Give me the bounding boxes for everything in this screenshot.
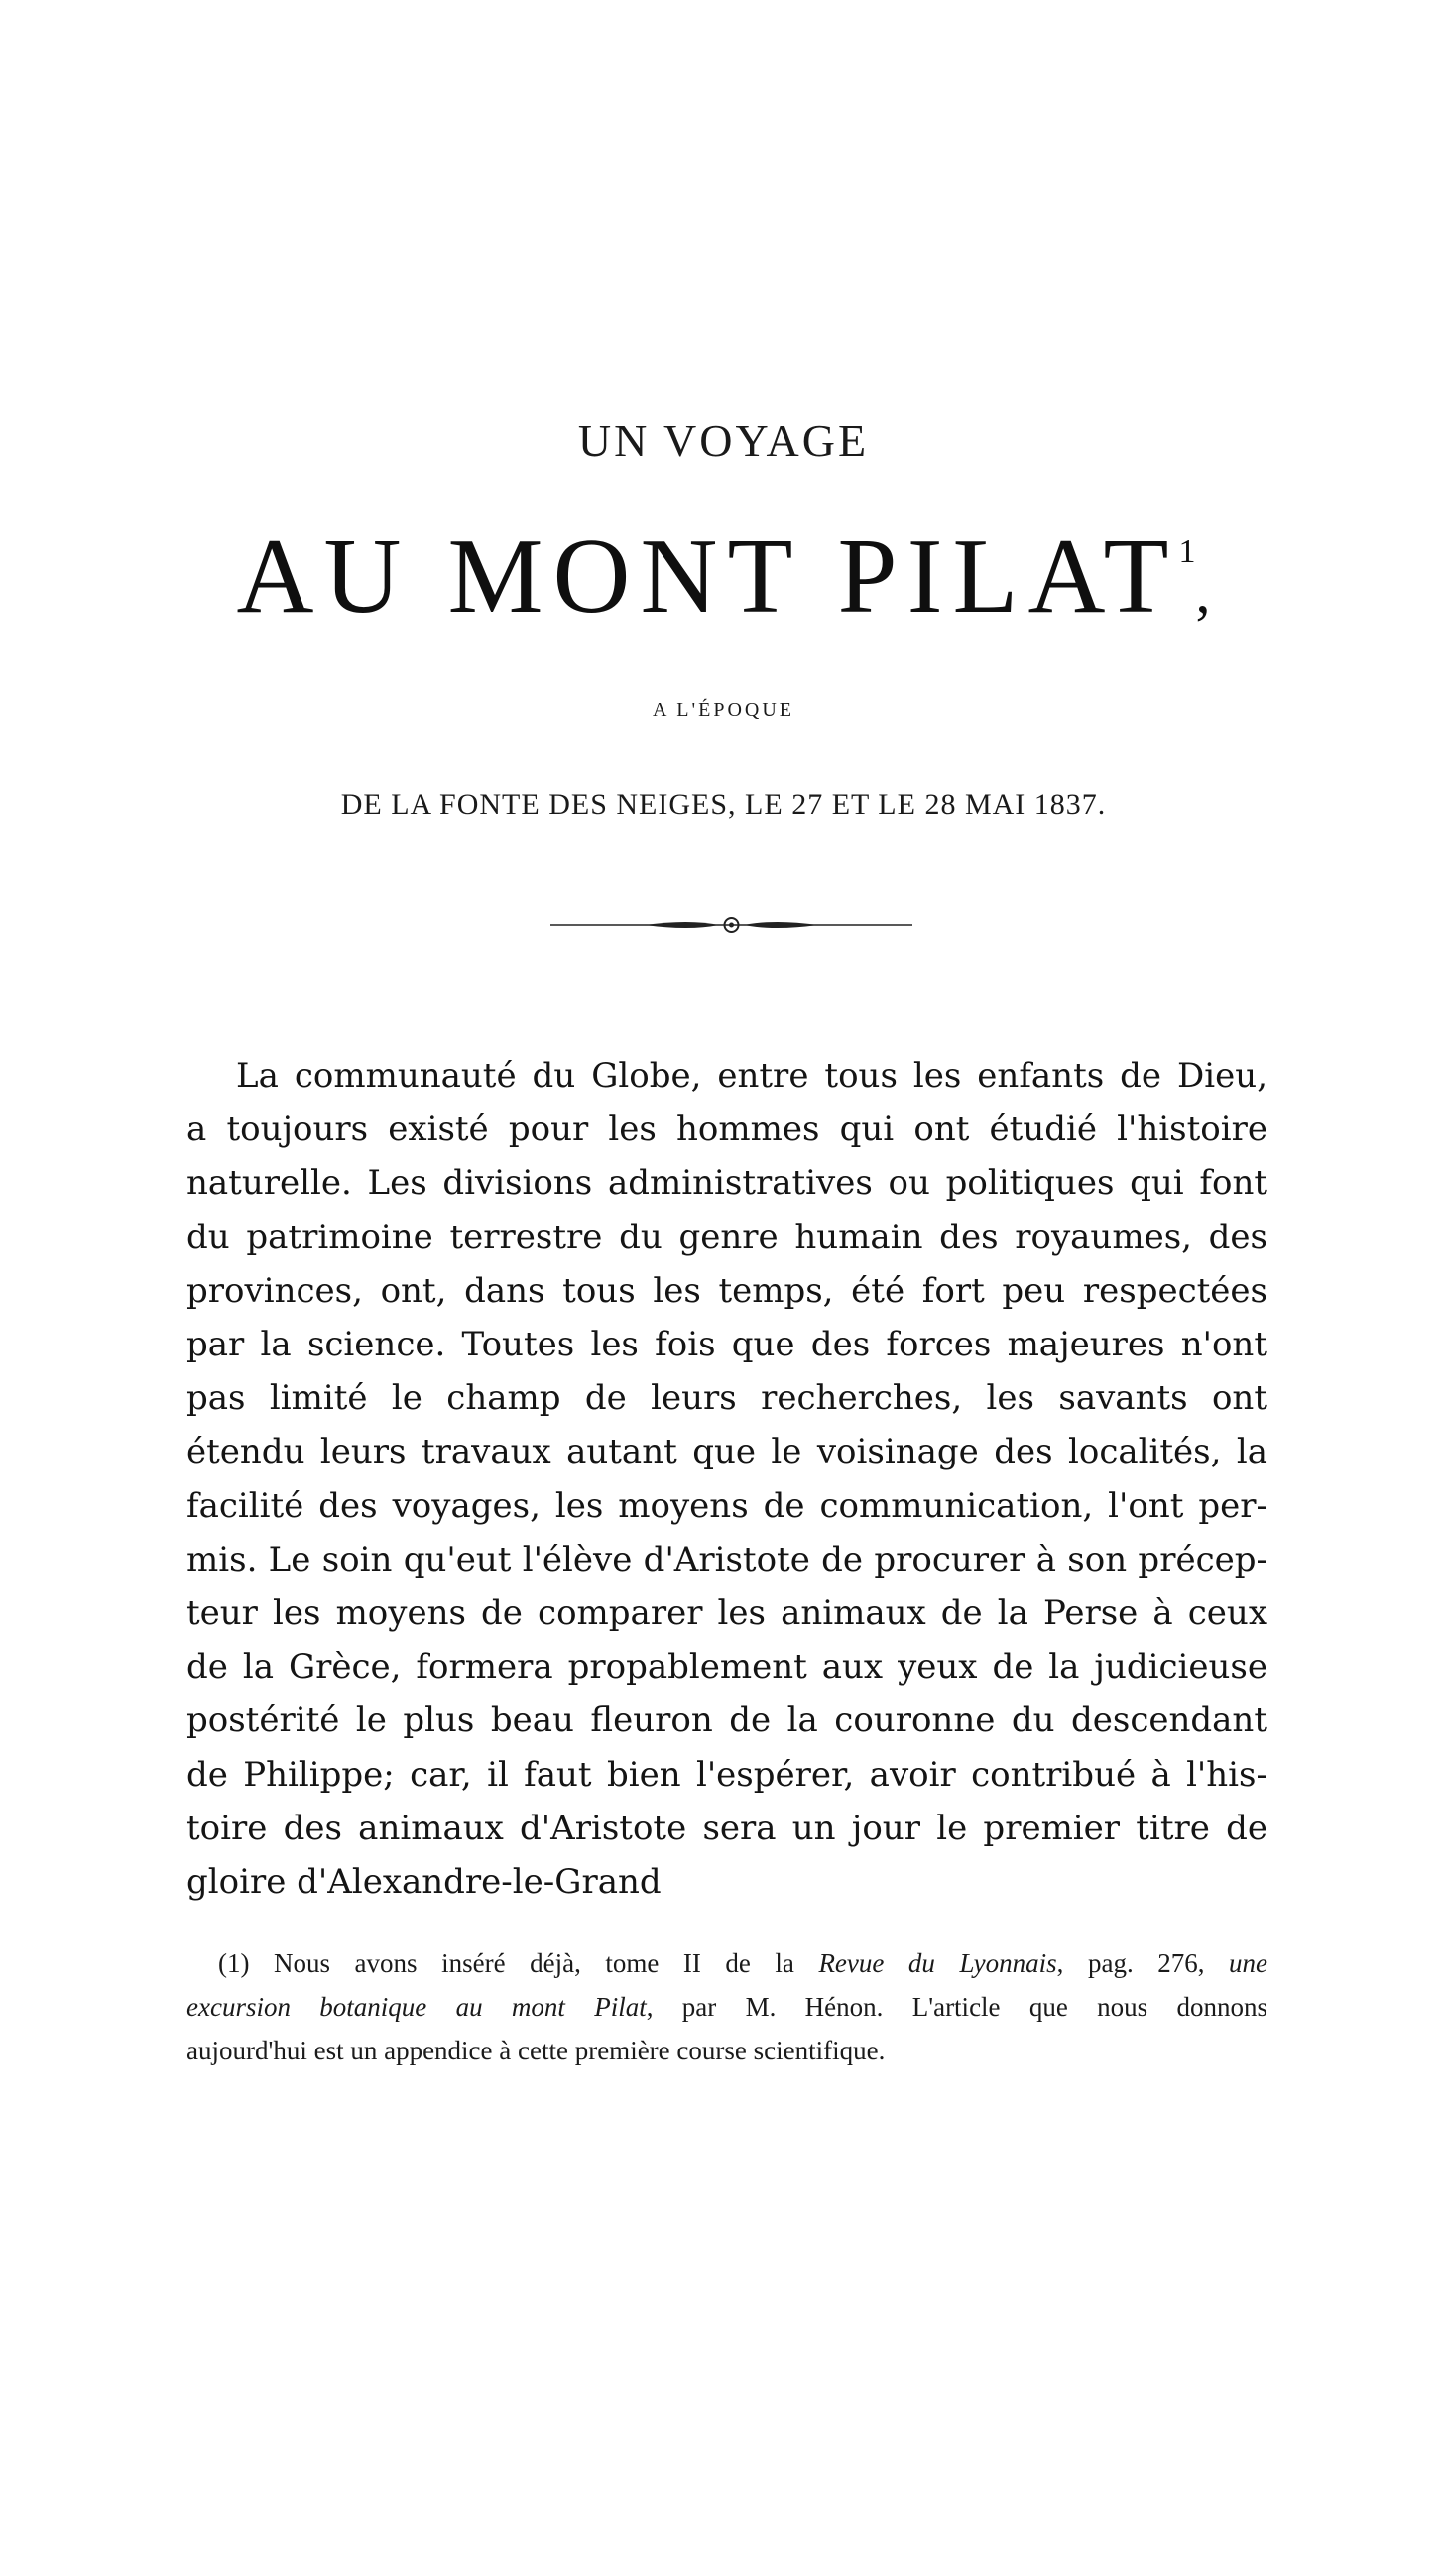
footnote-italic-text: une <box>1229 1948 1268 1978</box>
footnote-line-3: aujourd'hui est un appendice à cette première course scientifique. <box>186 2036 886 2065</box>
footnote-article-title: excursion botanique au mont Pilat <box>186 1992 647 2022</box>
main-title <box>0 518 1447 636</box>
footnote-journal-title: Revue du Lyonnais <box>818 1948 1057 1978</box>
body-line: étendu leurs travaux autant que le voisinage des localités, la <box>186 1432 1267 1472</box>
body-line: de la Grèce, formera propablement aux yeux de la judicieuse <box>186 1647 1267 1688</box>
footnote-text: , par M. Hénon. L'article que nous donnons <box>646 1992 1267 2022</box>
body-line: de Philippe; car, il faut bien l'espérer, avoir contribué à l'his- <box>186 1754 1267 1795</box>
ornament-divider-icon <box>550 910 912 940</box>
footnote-reference: 1 <box>1178 533 1196 570</box>
body-line: postérité le plus beau fleuron de la couronne du descendant <box>186 1700 1267 1741</box>
body-line: teur les moyens de comparer les animaux de la Perse à ceux <box>186 1593 1267 1634</box>
footnote-text: , pag. 276, <box>1056 1948 1230 1978</box>
footnote-line-2 <box>186 1985 1267 2029</box>
subtitle-epoch: A L'ÉPOQUE <box>652 699 795 721</box>
body-line: gloire d'Alexandre-le-Grand <box>186 1862 662 1903</box>
title-punctuation: , <box>1195 559 1211 625</box>
body-line: La communauté du Globe, entre tous les enfants de Dieu, <box>236 1056 1267 1096</box>
footnote <box>186 1941 1267 2072</box>
body-line: facilité des voyages, les moyens de communication, l'ont per- <box>186 1485 1267 1526</box>
footnote-line-1 <box>186 1941 1267 1985</box>
footnote-text: (1) Nous avons inséré déjà, tome II de la <box>218 1948 819 1978</box>
body-line: naturelle. Les divisions administratives ou politiques qui font <box>186 1163 1267 1204</box>
body-line: du patrimoine terrestre du genre humain des royaumes, des <box>186 1217 1267 1257</box>
body-line: mis. Le soin qu'eut l'élève d'Aristote de procurer à son précep- <box>186 1539 1267 1580</box>
body-paragraph <box>186 1049 1267 1909</box>
body-line: provinces, ont, dans tous les temps, été fort peu respectées <box>186 1270 1267 1311</box>
body-line: par la science. Toutes les fois que des forces majeures n'ont <box>186 1325 1267 1365</box>
subtitle-date: DE LA FONTE DES NEIGES, LE 27 ET LE 28 MAI 1837. <box>340 788 1107 821</box>
body-line: pas limité le champ de leurs recherches, les savants ont <box>186 1378 1267 1419</box>
body-line: a toujours existé pour les hommes qui ont étudié l'histoire <box>186 1110 1267 1150</box>
main-title-text: AU MONT PILAT <box>236 518 1179 636</box>
body-line: toire des animaux d'Aristote sera un jour le premier titre de <box>186 1808 1267 1848</box>
title-line-1: UN VOYAGE <box>577 415 870 466</box>
